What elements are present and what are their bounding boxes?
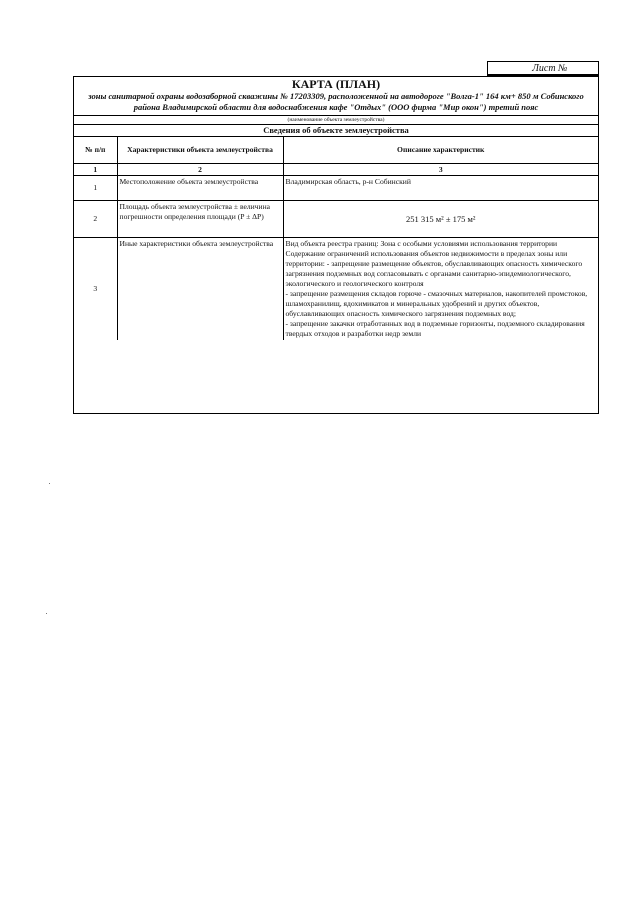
column-number: 1 bbox=[74, 163, 117, 175]
sheet-number-blank bbox=[570, 65, 594, 75]
column-number: 3 bbox=[283, 163, 598, 175]
scan-speck bbox=[49, 483, 50, 484]
row-number: 1 bbox=[74, 175, 117, 200]
row-number: 2 bbox=[74, 200, 117, 237]
section-title: Сведения об объекте землеустройства bbox=[74, 125, 598, 137]
header-characteristics: Характеристики объекта землеустройства bbox=[117, 137, 283, 163]
description-line: Вид объекта реестра границ: Зона с особыми условиями использования территории bbox=[285, 238, 558, 248]
card-title: КАРТА (ПЛАН) bbox=[291, 77, 381, 91]
table-header-row bbox=[74, 137, 598, 163]
table-row bbox=[74, 175, 598, 200]
row-number: 3 bbox=[74, 237, 117, 340]
column-number-row bbox=[74, 163, 598, 175]
description-line: Содержание ограничений использования объектов недвижимости в пределах зоны или территории: - запрещение размещение объектов, обуславливающих опасность химического загрязнения подземных вод согласовывать с органами санитарно-эпидемиологического, экологического и геологического контроля bbox=[285, 248, 583, 288]
description-line: - запрещение размещения складов горюче - смазочных материалов, накопителей промстоков, шламохранилищ, ядохимикатов и минеральных удобрений и других объектов, обуславливающих опасность химического загрязнения подземных вод; bbox=[285, 288, 588, 318]
sheet-number-box bbox=[487, 61, 599, 76]
characteristics-table bbox=[74, 137, 598, 340]
card-header bbox=[74, 77, 598, 116]
row-description: Владимирская область, р-н Собинский bbox=[283, 175, 598, 200]
row-characteristic: Иные характеристики объекта землеустройства bbox=[117, 237, 283, 340]
header-number: № п/п bbox=[74, 137, 117, 163]
row-characteristic: Местоположение объекта землеустройства bbox=[117, 175, 283, 200]
sheet-number-label: Лист № bbox=[532, 63, 568, 74]
row-description: 251 315 м² ± 175 м² bbox=[283, 200, 598, 237]
row-characteristic: Площадь объекта землеустройства ± величина погрешности определения площади (P ± ΔP) bbox=[117, 200, 283, 237]
card-subtitle: зоны санитарной охраны водозаборной скважины № 17203309, расположенной на автодороге "Волга-1" 164 км+ 850 м Собинского района Владимирской области для водоснабжения кафе "Отдых" (ООО фирма "Мир окон") третий пояс bbox=[88, 91, 584, 112]
table-row bbox=[74, 200, 598, 237]
row-description bbox=[283, 237, 598, 340]
table-row bbox=[74, 237, 598, 340]
land-plan-card bbox=[73, 76, 599, 414]
header-description: Описание характеристик bbox=[283, 137, 598, 163]
description-line: - запрещение закачки отработанных вод в подземные горизонты, подземного складирования твердых отходов и разработки недр земли bbox=[285, 318, 585, 338]
scan-speck bbox=[46, 613, 47, 614]
object-name-caption: (наименование объекта землеустройства) bbox=[74, 116, 598, 125]
column-number: 2 bbox=[117, 163, 283, 175]
